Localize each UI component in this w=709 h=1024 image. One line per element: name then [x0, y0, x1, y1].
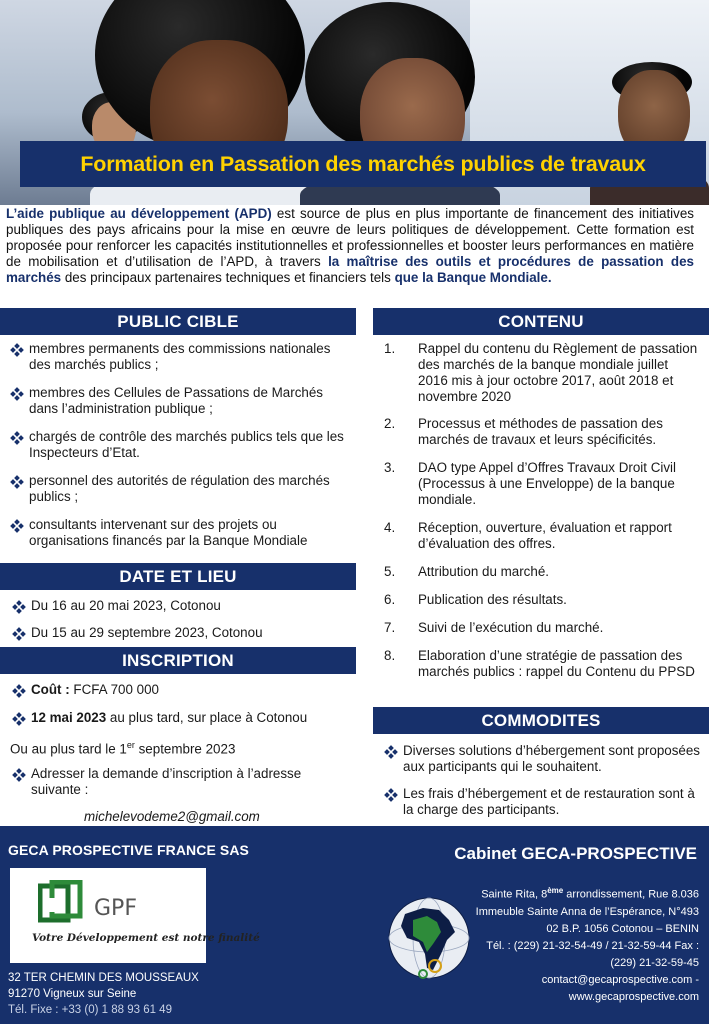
contenu-list: [384, 341, 700, 680]
footer: [0, 826, 709, 1024]
list-item: 8. Elaboration d’une stratégie de passation des marchés publics : rappel du Contenu du PPSD: [384, 648, 695, 679]
list-item: Du 15 au 29 septembre 2023, Cotonou: [12, 625, 352, 641]
bullet-icon: [13, 601, 25, 613]
list-item: 7. Suivi de l’exécution du marché.: [384, 620, 604, 635]
bullet-icon: [385, 746, 397, 758]
bullet-icon: [13, 713, 25, 725]
list-item: 3. DAO type Appel d’Offres Travaux Droit Civil (Processus à une Enveloppe) de la banque mondiale.: [384, 460, 676, 507]
inscription-alt-date: Ou au plus tard le 1er septembre 2023: [10, 740, 236, 757]
logo-tagline: Votre Développement est notre finalité: [32, 932, 260, 944]
gpf-logo: [10, 868, 260, 963]
commodites-list: [384, 743, 704, 818]
title-banner: [20, 141, 706, 187]
bullet-icon: [11, 388, 23, 400]
list-item: Les frais d’hébergement et de restauration sont à la charge des participants.: [384, 786, 704, 818]
section-contenu-heading: CONTENU: [373, 308, 709, 335]
logo-text: GPF: [94, 896, 137, 921]
list-item-deadline: 12 mai 2023 au plus tard, sur place à Cotonou: [12, 710, 352, 726]
intro-highlight-apd: L’aide publique au développement (APD): [6, 206, 272, 221]
inscription-list: [12, 682, 352, 726]
list-item: consultants intervenant sur des projets ou organisations financés par la Banque Mondiale: [10, 517, 350, 549]
list-item: chargés de contrôle des marchés publics tels que les Inspecteurs d’Etat.: [10, 429, 350, 461]
list-item-cout: Coût : FCFA 700 000: [12, 682, 352, 698]
public-cible-list: [10, 341, 350, 549]
bullet-icon: [11, 344, 23, 356]
bullet-icon: [13, 769, 25, 781]
footer-company-left: GECA PROSPECTIVE FRANCE SAS: [8, 842, 249, 858]
list-item: Diverses solutions d’hébergement sont proposées aux participants qui le souhaitent.: [384, 743, 704, 775]
contact-email[interactable]: michelevodeme2@gmail.com: [84, 809, 260, 824]
list-item: membres permanents des commissions nationales des marchés publics ;: [10, 341, 350, 373]
section-commodites-heading: COMMODITES: [373, 707, 709, 734]
list-item: 2. Processus et méthodes de passation des marchés de travaux et leurs spécificités.: [384, 416, 663, 447]
website-link[interactable]: www.gecaprospective.com: [568, 990, 699, 1003]
bullet-icon: [11, 520, 23, 532]
section-public-cible-heading: PUBLIC CIBLE: [0, 308, 356, 335]
intro-highlight-bank: que la Banque Mondiale.: [394, 270, 552, 285]
list-item: Du 16 au 20 mai 2023, Cotonou: [12, 598, 352, 614]
intro-highlight-tools: la maîtrise des outils et procédures de passation des marchés: [6, 254, 694, 285]
intro-paragraph: [6, 206, 694, 286]
address-right: Sainte Rita, 8ème arrondissement, Rue 8.036 Immeuble Sainte Anna de l’Espérance, N°493 02 B.P. 1056 Cotonou – BENIN Tél. : (229) 21-32-54-49 / 21-32-59-44 Fax : (229) 21-32-59-45 contact@gecaprospective.com - www.gecaprospective.com: [444, 882, 699, 1006]
bullet-icon: [13, 685, 25, 697]
bullet-icon: [385, 789, 397, 801]
bullet-icon: [11, 432, 23, 444]
list-item: personnel des autorités de régulation des marchés publics ;: [10, 473, 350, 505]
list-item: 1. Rappel du contenu du Règlement de passation des marchés de la banque mondiale juillet 2016 mis à jour octobre 2017, août 2018 et novembre 2020: [384, 341, 698, 404]
page-title: Formation en Passation des marchés publics de travaux: [80, 151, 646, 176]
list-item: 6. Publication des résultats.: [384, 592, 567, 607]
address-left: 32 TER CHEMIN DES MOUSSEAUX 91270 Vigneux sur Seine Tél. Fixe : +33 (0) 1 88 93 61 49: [8, 972, 199, 1016]
list-item: 5. Attribution du marché.: [384, 564, 549, 579]
list-item: Adresser la demande d’inscription à l’adresse suivante :: [12, 766, 332, 798]
intro-text: est source de plus en plus importante de financement des initiatives publiques des pays africains pour la mise en œuvre de leurs politiques de développement. Cette formation est proposée pour renforcer les capacités institutionnelles et professionnelles et booster leurs performances en matière de mobilisation et d’utilisation de l’APD, à travers: [6, 206, 694, 269]
contact-email-right[interactable]: contact@gecaprospective.com -: [541, 973, 699, 986]
gpf-logo-icon: [38, 880, 84, 926]
intro-text: des principaux partenaires techniques et financiers tels: [61, 270, 395, 285]
footer-company-right: Cabinet GECA-PROSPECTIVE: [454, 844, 697, 863]
date-lieu-list: [12, 598, 352, 641]
bullet-icon: [11, 476, 23, 488]
bullet-icon: [13, 628, 25, 640]
section-inscription-heading: INSCRIPTION: [0, 647, 356, 674]
inscription-address-list: [12, 766, 332, 798]
list-item: 4. Réception, ouverture, évaluation et rapport d’évaluation des offres.: [384, 520, 672, 551]
section-date-lieu-heading: DATE ET LIEU: [0, 563, 356, 590]
list-item: membres des Cellules de Passations de Marchés dans l’administration publique ;: [10, 385, 350, 417]
